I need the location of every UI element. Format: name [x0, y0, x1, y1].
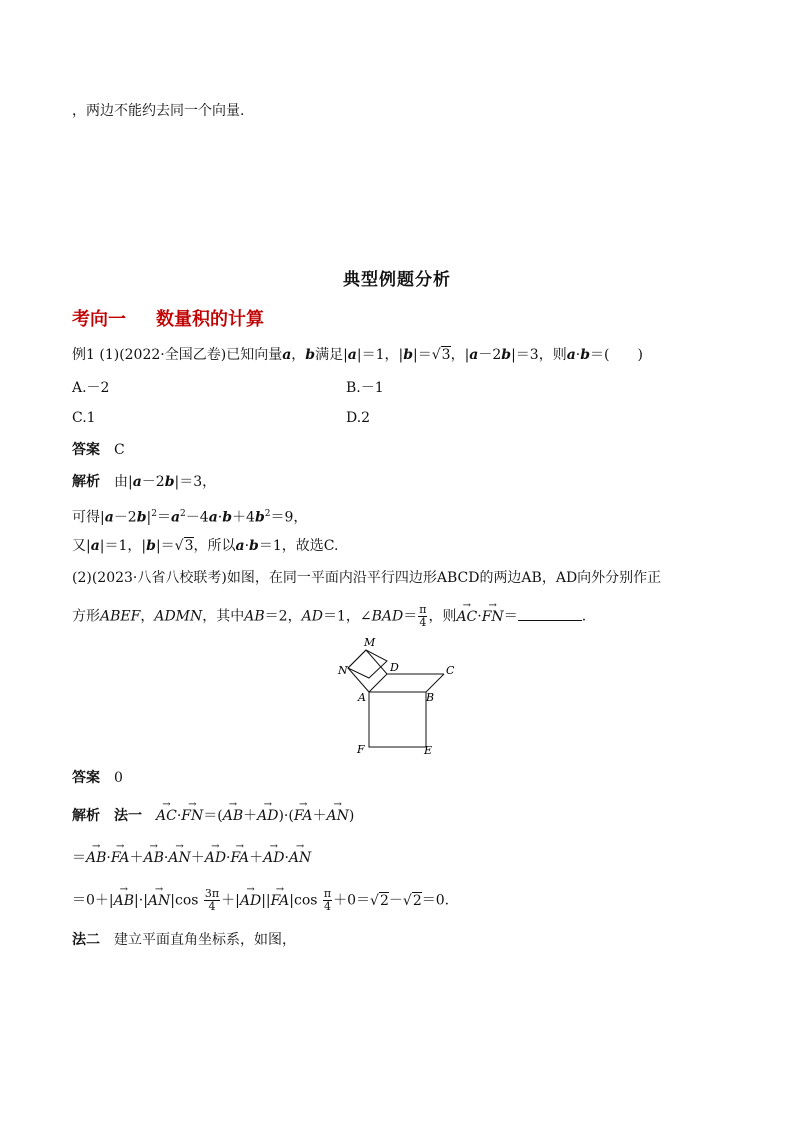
label-e: E: [424, 744, 433, 757]
example2-answer: [72, 768, 123, 788]
square-abef: [369, 692, 426, 747]
method1-line1: 解析 法一 → AC·→ FN＝(→ AB＋→ AD)·(→ FA＋→ AN): [72, 806, 354, 826]
example1-answer: [72, 440, 125, 460]
label-c: C: [446, 664, 455, 677]
example1-prefix: 例1 (1)(2022·全国乙卷)已知向量: [72, 347, 283, 363]
example1-step3: 又|a|＝1，|b|＝√3，所以a·b＝1，故选C.: [72, 538, 339, 554]
example1-step1: 解析 由|a－2b|＝3，: [72, 474, 217, 490]
option-a: A.－2: [72, 380, 110, 396]
label-d: D: [390, 661, 399, 674]
label-m: M: [364, 636, 376, 649]
example1-step2: 可得$|a-2b|^2=a^2-4a\cdot b+4b^2=9$，: [72, 509, 308, 526]
method1-line3: ＝0＋|→ AB|·|→ AN|cos $\frac{3\pi}{4}$ ＋|→ AD||→ FA|cos $\frac{\pi}{4}$ ＋0＝√2－√2＝0.: [72, 888, 449, 913]
method2-label: 法二: [72, 932, 100, 948]
section-title: 典型例题分析: [343, 270, 451, 290]
method2-line: [72, 930, 296, 950]
option-b: B.－1: [346, 380, 384, 396]
direction-title: 数量积的计算: [156, 309, 264, 330]
square-admn: [348, 650, 387, 678]
analysis2-label: 解析: [72, 808, 100, 824]
direction-heading: [72, 305, 264, 331]
side-mn: [348, 650, 366, 668]
answer2-value: 0: [114, 770, 123, 786]
answer-value: C: [114, 442, 125, 458]
label-b: B: [426, 691, 435, 704]
side-na: [348, 668, 369, 692]
example2-line1: [72, 568, 661, 588]
option-c: C.1: [72, 410, 96, 426]
label-n: N: [338, 664, 348, 677]
answer2-label: 答案: [72, 770, 100, 786]
label-a: A: [358, 691, 366, 704]
direction-label: 考向一: [72, 309, 126, 330]
answer-label: 答案: [72, 442, 100, 458]
example2-source: (2)(2023·八省八校联考): [72, 570, 227, 586]
geometry-figure: [330, 634, 470, 762]
top-fragment: ，两边不能约去同一个向量.: [72, 103, 245, 119]
method1-line2: ＝→ AB·→ FA＋→ AB·→ AN＋→ AD·→ FA＋→ AD·→ AN: [72, 848, 311, 868]
side-ad: [369, 674, 387, 692]
example2-line2: 方形ABEF，ADMN，其中AB＝2，AD＝1，∠BAD＝ $\frac{\pi}{4}$ ，则→ AC·→ FN＝ .: [72, 604, 586, 629]
option-d: D.2: [346, 410, 371, 426]
example1-question: 例1 (1)(2022·全国乙卷)已知向量a，b满足|a|＝1，|b|＝√3，|a－2b|＝3，则a·b＝( ): [72, 347, 643, 363]
method2-text: 建立平面直角坐标系，如图，: [114, 932, 296, 948]
label-f: F: [357, 743, 365, 756]
example2-text1: 如图，在同一平面内沿平行四边形ABCD的两边AB，AD向外分别作正: [226, 570, 662, 586]
analysis-label: 解析: [72, 474, 100, 490]
side-cb: [426, 674, 444, 692]
method1-label: 法一: [114, 808, 142, 824]
